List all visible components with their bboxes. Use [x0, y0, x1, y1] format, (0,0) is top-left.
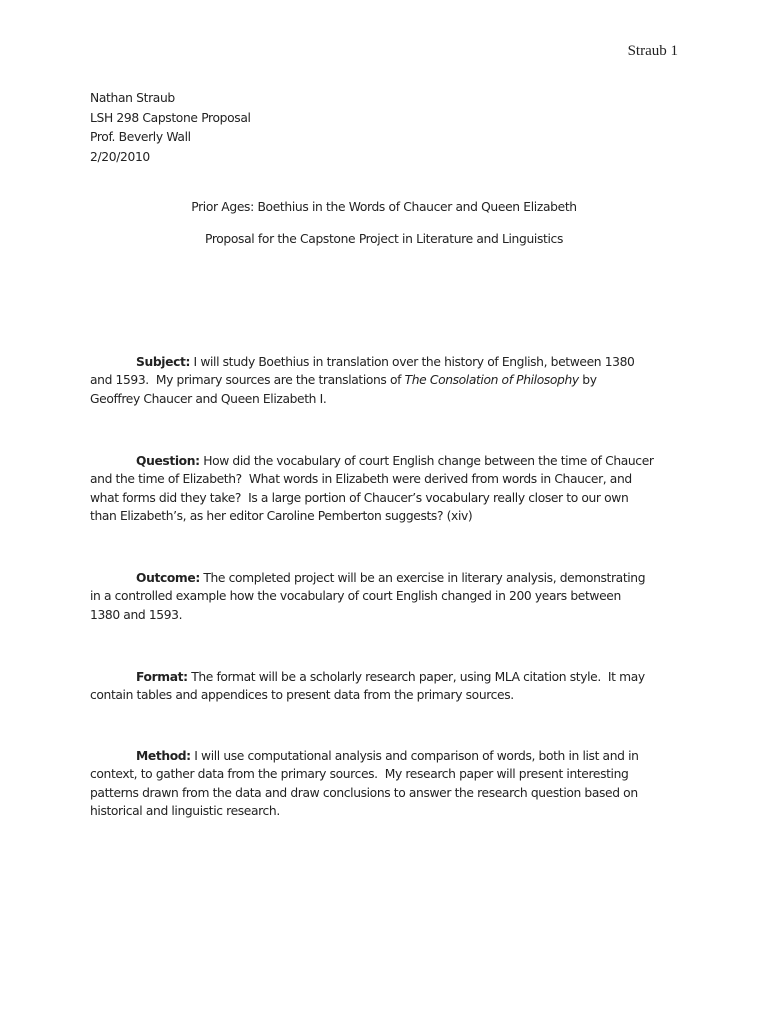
running-header: Straub 1: [627, 43, 678, 59]
format-text-1: The format will be a scholarly research paper, using MLA citation style. It may: [187, 670, 645, 684]
mla-heading: [90, 89, 251, 167]
subject-text-1: I will study Boethius in translation over the history of English, between 1380: [190, 355, 635, 369]
question-text-4: than Elizabeth’s, as her editor Caroline Pemberton suggests? (xiv): [90, 509, 473, 524]
subject-text-2a: and 1593. My primary sources are the translations of: [90, 373, 405, 388]
document-date: 2/20/2010: [90, 149, 150, 164]
subject-paragraph: [90, 353, 690, 408]
subject-label: Subject:: [136, 355, 191, 369]
method-label: Method:: [136, 749, 191, 763]
format-paragraph: [90, 668, 690, 705]
question-text-1: How did the vocabulary of court English change between the time of Chaucer: [199, 454, 654, 468]
document-title: Prior Ages: Boethius in the Words of Chaucer and Queen Elizabeth: [191, 200, 577, 214]
format-text-2: contain tables and appendices to present data from the primary sources.: [90, 688, 514, 703]
course-name: LSH 298 Capstone Proposal: [90, 110, 251, 125]
document-subtitle: Proposal for the Capstone Project in Literature and Linguistics: [204, 232, 564, 246]
question-text-3: what forms did they take? Is a large portion of Chaucer’s vocabulary really closer to our own: [90, 490, 629, 505]
question-label: Question:: [136, 454, 200, 468]
author-name: Nathan Straub: [90, 91, 175, 105]
subject-text-2b: by: [578, 373, 597, 388]
subject-text-3: Geoffrey Chaucer and Queen Elizabeth I.: [90, 391, 327, 406]
method-text-4: historical and linguistic research.: [90, 804, 280, 819]
method-text-1: I will use computational analysis and comparison of words, both in list and in: [190, 749, 639, 763]
format-label: Format:: [136, 670, 188, 684]
method-text-3: patterns drawn from the data and draw conclusions to answer the research question based on: [90, 785, 638, 800]
method-text-2: context, to gather data from the primary sources. My research paper will present interesting: [90, 767, 629, 782]
question-paragraph: [90, 452, 690, 526]
outcome-text-1: The completed project will be an exercise in literary analysis, demonstrating: [199, 571, 646, 585]
book-title: The Consolation of Philosophy: [404, 373, 579, 388]
question-text-2: and the time of Elizabeth? What words in Elizabeth were derived from words in Chaucer, and: [90, 472, 632, 487]
outcome-text-3: 1380 and 1593.: [90, 607, 183, 622]
outcome-text-2: in a controlled example how the vocabulary of court English changed in 200 years between: [90, 589, 621, 604]
method-paragraph: [90, 747, 690, 821]
outcome-label: Outcome:: [136, 571, 200, 585]
instructor-name: Prof. Beverly Wall: [90, 130, 191, 145]
outcome-paragraph: [90, 569, 690, 624]
